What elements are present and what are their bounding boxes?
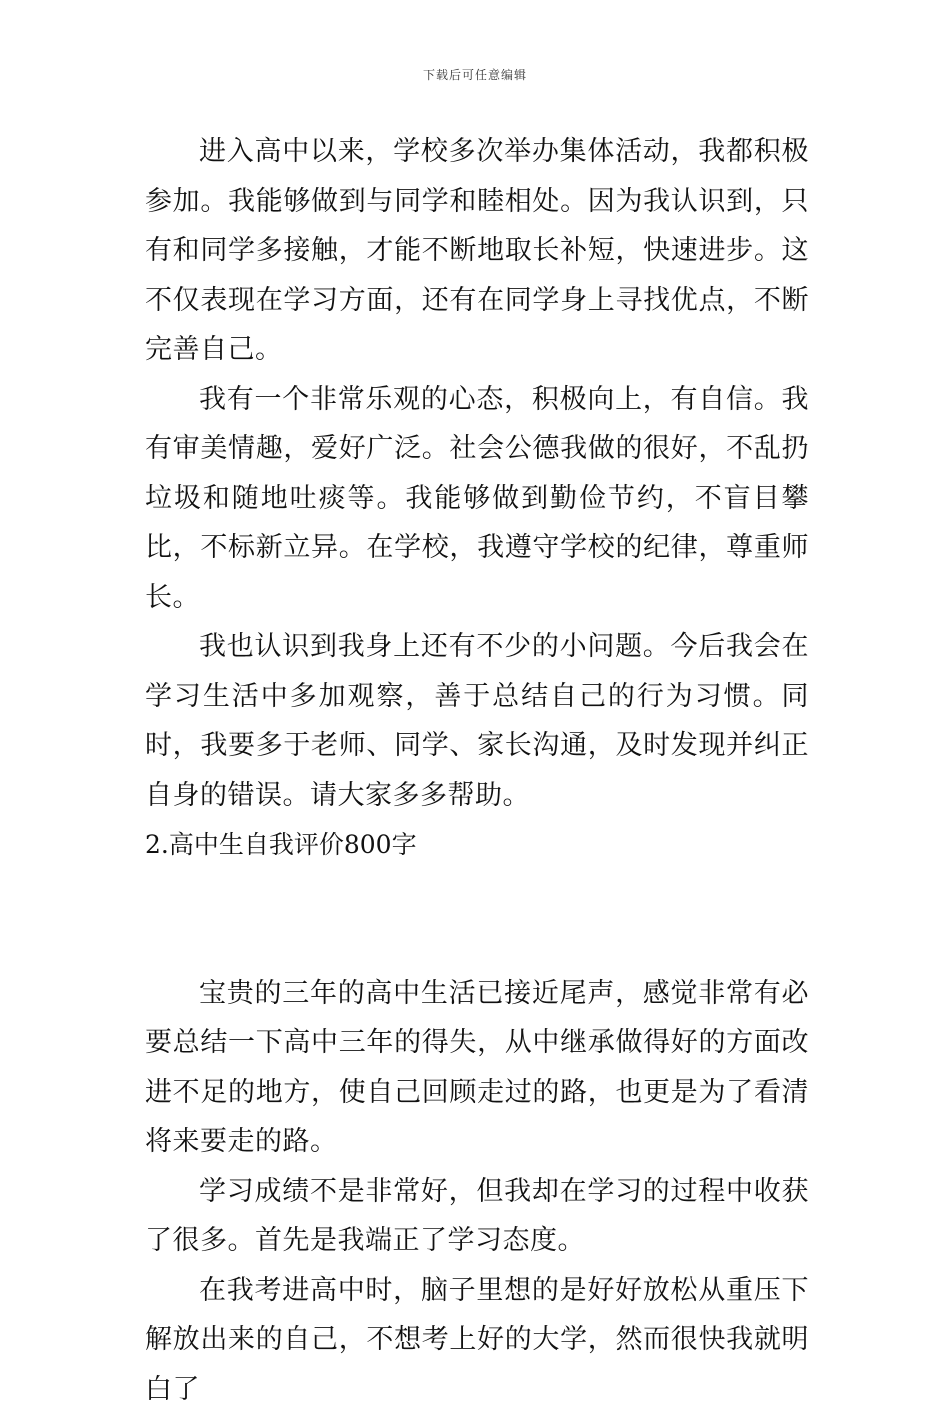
page-header-note: 下载后可任意编辑 bbox=[0, 66, 950, 83]
section-spacer bbox=[145, 870, 809, 969]
paragraph-grades: 学习成绩不是非常好，但我却在学习的过程中收获了很多。首先是我端正了学习态度。 bbox=[145, 1167, 809, 1266]
paragraph-summary: 宝贵的三年的高中生活已接近尾声，感觉非常有必要总结一下高中三年的得失，从中继承做得好的方面改进不足的地方，使自己回顾走过的路，也更是为了看清将来要走的路。 bbox=[145, 969, 809, 1167]
paragraph-improvement: 我也认识到我身上还有不少的小问题。今后我会在学习生活中多加观察，善于总结自己的行为习惯。同时，我要多于老师、同学、家长沟通，及时发现并纠正自身的错误。请大家多多帮助。 bbox=[145, 622, 809, 820]
paragraph-activities: 进入高中以来，学校多次举办集体活动，我都积极参加。我能够做到与同学和睦相处。因为我认识到，只有和同学多接触，才能不断地取长补短，快速进步。这不仅表现在学习方面，还有在同学身上寻找优点，不断完善自己。 bbox=[145, 127, 809, 375]
section-heading: 2.高中生自我评价800字 bbox=[145, 820, 809, 870]
paragraph-attitude: 我有一个非常乐观的心态，积极向上，有自信。我有审美情趣，爱好广泛。社会公德我做的很好，不乱扔垃圾和随地吐痰等。我能够做到勤俭节约，不盲目攀比，不标新立异。在学校，我遵守学校的纪律，尊重师长。 bbox=[145, 375, 809, 623]
paragraph-entry: 在我考进高中时，脑子里想的是好好放松从重压下解放出来的自己，不想考上好的大学，然而很快我就明白了 bbox=[145, 1266, 809, 1414]
document-body bbox=[145, 127, 809, 1414]
